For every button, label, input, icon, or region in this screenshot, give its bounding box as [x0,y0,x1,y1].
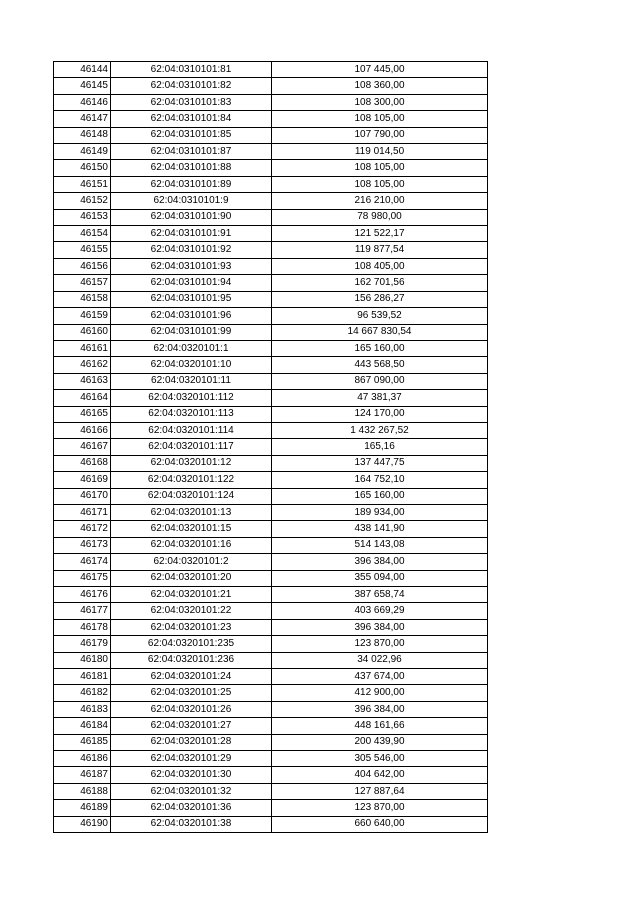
cadastral-number-cell: 62:04:0310101:99 [111,324,272,340]
row-number-cell: 46158 [54,291,111,307]
table-row [54,340,488,356]
cadastral-value-cell: 123 870,00 [272,800,488,816]
table-row [54,406,488,422]
cadastral-value-cell: 216 210,00 [272,193,488,209]
row-number-cell: 46144 [54,62,111,78]
row-number-cell: 46145 [54,78,111,94]
table-row [54,472,488,488]
table-row [54,734,488,750]
row-number-cell: 46159 [54,308,111,324]
table-row [54,62,488,78]
table-row [54,144,488,160]
table-row [54,488,488,504]
cadastral-number-cell: 62:04:0320101:236 [111,652,272,668]
cadastral-number-cell: 62:04:0320101:11 [111,373,272,389]
cadastral-value-cell: 660 640,00 [272,816,488,832]
cadastral-value-cell: 127 887,64 [272,783,488,799]
cadastral-value-cell: 412 900,00 [272,685,488,701]
row-number-cell: 46147 [54,111,111,127]
table-body [54,62,488,833]
table-row [54,160,488,176]
cadastral-value-cell: 108 105,00 [272,160,488,176]
table-row [54,537,488,553]
cadastral-number-cell: 62:04:0310101:82 [111,78,272,94]
row-number-cell: 46152 [54,193,111,209]
cadastral-value-cell: 355 094,00 [272,570,488,586]
cadastral-number-cell: 62:04:0320101:21 [111,587,272,603]
table-row [54,324,488,340]
cadastral-number-cell: 62:04:0310101:88 [111,160,272,176]
cadastral-number-cell: 62:04:0320101:113 [111,406,272,422]
cadastral-number-cell: 62:04:0310101:81 [111,62,272,78]
row-number-cell: 46188 [54,783,111,799]
cadastral-value-cell: 448 161,66 [272,718,488,734]
cadastral-value-cell: 123 870,00 [272,636,488,652]
row-number-cell: 46183 [54,701,111,717]
cadastral-value-cell: 438 141,90 [272,521,488,537]
table-row [54,373,488,389]
table-row [54,78,488,94]
row-number-cell: 46169 [54,472,111,488]
table-row [54,193,488,209]
table-row [54,504,488,520]
row-number-cell: 46167 [54,439,111,455]
cadastral-number-cell: 62:04:0320101:112 [111,390,272,406]
cadastral-value-cell: 189 934,00 [272,504,488,520]
cadastral-value-cell: 387 658,74 [272,587,488,603]
cadastral-value-cell: 443 568,50 [272,357,488,373]
table-row [54,439,488,455]
row-number-cell: 46182 [54,685,111,701]
row-number-cell: 46174 [54,554,111,570]
cadastral-value-cell: 867 090,00 [272,373,488,389]
row-number-cell: 46179 [54,636,111,652]
table-row [54,554,488,570]
cadastral-value-cell: 200 439,90 [272,734,488,750]
row-number-cell: 46166 [54,422,111,438]
cadastral-number-cell: 62:04:0310101:89 [111,176,272,192]
table-row [54,800,488,816]
row-number-cell: 46177 [54,603,111,619]
cadastral-number-cell: 62:04:0320101:32 [111,783,272,799]
cadastral-value-cell: 108 105,00 [272,111,488,127]
cadastral-number-cell: 62:04:0320101:124 [111,488,272,504]
row-number-cell: 46164 [54,390,111,406]
table-row [54,242,488,258]
table-row [54,308,488,324]
cadastral-number-cell: 62:04:0310101:9 [111,193,272,209]
table-row [54,94,488,110]
cadastral-number-cell: 62:04:0310101:87 [111,144,272,160]
row-number-cell: 46156 [54,258,111,274]
row-number-cell: 46148 [54,127,111,143]
table-row [54,718,488,734]
cadastral-number-cell: 62:04:0320101:12 [111,455,272,471]
cadastral-value-cell: 107 790,00 [272,127,488,143]
cadastral-number-cell: 62:04:0320101:2 [111,554,272,570]
cadastral-number-cell: 62:04:0320101:15 [111,521,272,537]
table-row [54,570,488,586]
cadastral-number-cell: 62:04:0320101:13 [111,504,272,520]
row-number-cell: 46185 [54,734,111,750]
cadastral-value-cell: 137 447,75 [272,455,488,471]
row-number-cell: 46178 [54,619,111,635]
table-row [54,390,488,406]
cadastral-number-cell: 62:04:0320101:23 [111,619,272,635]
cadastral-value-cell: 119 014,50 [272,144,488,160]
row-number-cell: 46170 [54,488,111,504]
cadastral-value-cell: 165 160,00 [272,340,488,356]
table-row [54,275,488,291]
table-row [54,652,488,668]
cadastral-number-cell: 62:04:0320101:36 [111,800,272,816]
cadastral-value-cell: 108 360,00 [272,78,488,94]
cadastral-value-cell: 305 546,00 [272,751,488,767]
cadastral-number-cell: 62:04:0320101:122 [111,472,272,488]
cadastral-value-cell: 404 642,00 [272,767,488,783]
cadastral-number-cell: 62:04:0310101:90 [111,209,272,225]
table-row [54,619,488,635]
table-row [54,587,488,603]
cadastral-value-cell: 162 701,56 [272,275,488,291]
row-number-cell: 46165 [54,406,111,422]
table-row [54,685,488,701]
cadastral-number-cell: 62:04:0320101:27 [111,718,272,734]
row-number-cell: 46154 [54,226,111,242]
row-number-cell: 46149 [54,144,111,160]
cadastral-value-cell: 403 669,29 [272,603,488,619]
table-row [54,603,488,619]
table-row [54,751,488,767]
row-number-cell: 46172 [54,521,111,537]
cadastral-number-cell: 62:04:0320101:26 [111,701,272,717]
row-number-cell: 46168 [54,455,111,471]
row-number-cell: 46146 [54,94,111,110]
row-number-cell: 46173 [54,537,111,553]
table-row [54,291,488,307]
cadastral-number-cell: 62:04:0320101:28 [111,734,272,750]
row-number-cell: 46153 [54,209,111,225]
table-row [54,701,488,717]
cadastral-value-cell: 121 522,17 [272,226,488,242]
table-row [54,111,488,127]
cadastral-value-cell: 1 432 267,52 [272,422,488,438]
row-number-cell: 46171 [54,504,111,520]
cadastral-number-cell: 62:04:0320101:114 [111,422,272,438]
table-row [54,783,488,799]
cadastral-number-cell: 62:04:0310101:95 [111,291,272,307]
row-number-cell: 46163 [54,373,111,389]
cadastral-number-cell: 62:04:0320101:235 [111,636,272,652]
table-row [54,357,488,373]
cadastral-value-cell: 108 405,00 [272,258,488,274]
row-number-cell: 46180 [54,652,111,668]
cadastral-value-cell: 107 445,00 [272,62,488,78]
cadastral-value-cell: 396 384,00 [272,619,488,635]
row-number-cell: 46162 [54,357,111,373]
cadastral-value-cell: 108 300,00 [272,94,488,110]
table-row [54,636,488,652]
table-row [54,521,488,537]
cadastral-number-cell: 62:04:0320101:25 [111,685,272,701]
row-number-cell: 46181 [54,669,111,685]
table-row [54,669,488,685]
cadastral-number-cell: 62:04:0320101:24 [111,669,272,685]
row-number-cell: 46161 [54,340,111,356]
cadastral-value-cell: 164 752,10 [272,472,488,488]
row-number-cell: 46187 [54,767,111,783]
row-number-cell: 46150 [54,160,111,176]
table-row [54,455,488,471]
row-number-cell: 46151 [54,176,111,192]
cadastral-number-cell: 62:04:0310101:84 [111,111,272,127]
cadastral-value-cell: 396 384,00 [272,554,488,570]
row-number-cell: 46175 [54,570,111,586]
row-number-cell: 46176 [54,587,111,603]
cadastral-value-cell: 47 381,37 [272,390,488,406]
cadastral-number-cell: 62:04:0320101:20 [111,570,272,586]
table-row [54,226,488,242]
cadastral-number-cell: 62:04:0310101:93 [111,258,272,274]
cadastral-number-cell: 62:04:0310101:83 [111,94,272,110]
cadastral-value-cell: 165,16 [272,439,488,455]
cadastral-number-cell: 62:04:0320101:29 [111,751,272,767]
cadastral-number-cell: 62:04:0320101:1 [111,340,272,356]
row-number-cell: 46157 [54,275,111,291]
cadastral-value-cell: 14 667 830,54 [272,324,488,340]
cadastral-value-cell: 165 160,00 [272,488,488,504]
cadastral-number-cell: 62:04:0310101:85 [111,127,272,143]
cadastral-number-cell: 62:04:0310101:92 [111,242,272,258]
cadastral-value-cell: 119 877,54 [272,242,488,258]
cadastral-value-cell: 156 286,27 [272,291,488,307]
cadastral-value-cell: 34 022,96 [272,652,488,668]
cadastral-number-cell: 62:04:0320101:10 [111,357,272,373]
cadastral-number-cell: 62:04:0320101:117 [111,439,272,455]
cadastral-number-cell: 62:04:0310101:94 [111,275,272,291]
cadastral-value-cell: 78 980,00 [272,209,488,225]
table-row [54,258,488,274]
table-row [54,422,488,438]
cadastral-value-table [53,61,488,833]
cadastral-value-cell: 437 674,00 [272,669,488,685]
row-number-cell: 46155 [54,242,111,258]
row-number-cell: 46190 [54,816,111,832]
cadastral-number-cell: 62:04:0320101:30 [111,767,272,783]
cadastral-number-cell: 62:04:0310101:91 [111,226,272,242]
table-row [54,816,488,832]
cadastral-value-cell: 108 105,00 [272,176,488,192]
cadastral-value-cell: 396 384,00 [272,701,488,717]
table-row [54,176,488,192]
row-number-cell: 46184 [54,718,111,734]
row-number-cell: 46189 [54,800,111,816]
cadastral-value-cell: 124 170,00 [272,406,488,422]
table-row [54,127,488,143]
row-number-cell: 46160 [54,324,111,340]
cadastral-value-cell: 514 143,08 [272,537,488,553]
cadastral-number-cell: 62:04:0320101:22 [111,603,272,619]
cadastral-value-cell: 96 539,52 [272,308,488,324]
cadastral-number-cell: 62:04:0320101:16 [111,537,272,553]
cadastral-number-cell: 62:04:0320101:38 [111,816,272,832]
table-row [54,767,488,783]
row-number-cell: 46186 [54,751,111,767]
table-row [54,209,488,225]
cadastral-number-cell: 62:04:0310101:96 [111,308,272,324]
